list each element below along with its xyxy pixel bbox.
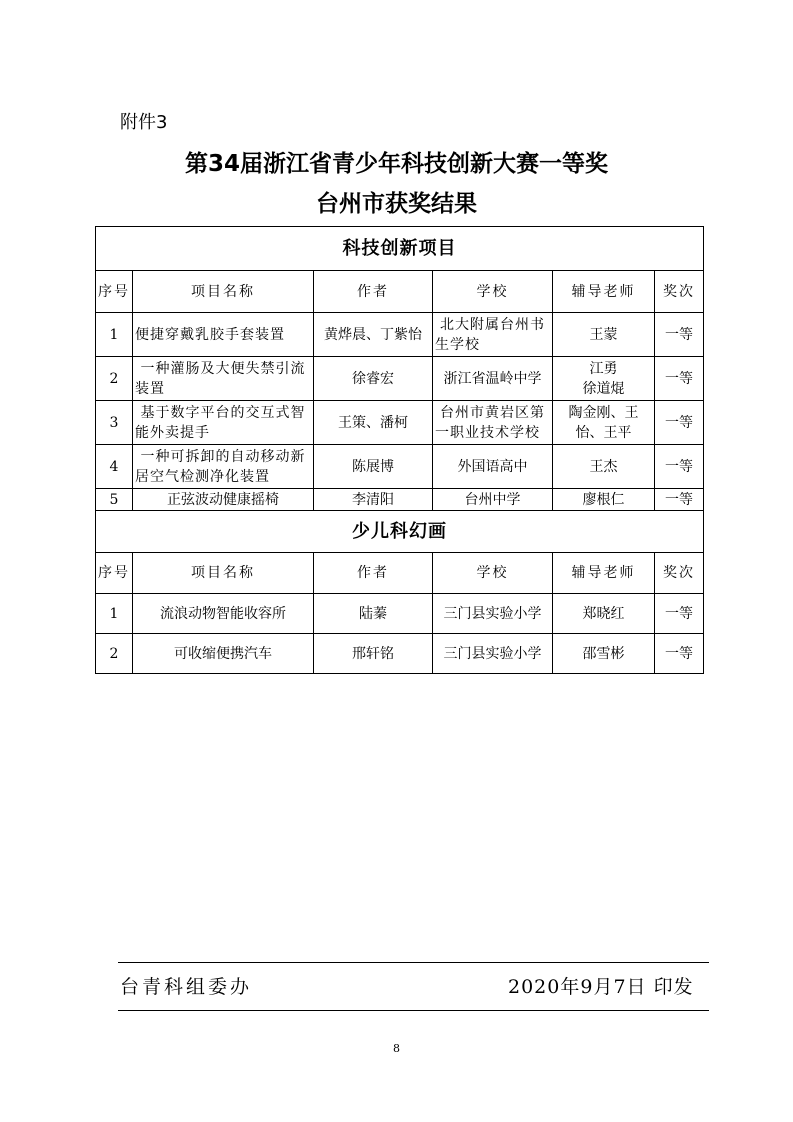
cell-advisor: 江勇 徐道焜	[553, 357, 655, 401]
cell-award: 一等	[655, 401, 704, 445]
table-row	[96, 401, 704, 445]
footer-bottom-rule	[118, 1010, 709, 1011]
cell-authors: 陈展博	[314, 445, 433, 489]
cell-authors: 王策、潘柯	[314, 401, 433, 445]
cell-project: 正弦波动健康摇椅	[133, 489, 314, 511]
cell-school: 台州中学	[433, 489, 553, 511]
cell-project: 可收缩便携汽车	[133, 634, 314, 674]
page-number: 8	[393, 1042, 400, 1055]
cell-school: 外国语高中	[433, 445, 553, 489]
table-row	[96, 313, 704, 357]
cell-award: 一等	[655, 634, 704, 674]
footer-issue-date: 2020年9月7日 印发	[508, 976, 694, 998]
section-heading-tech: 科技创新项目	[96, 227, 704, 271]
section-heading-painting: 少儿科幻画	[96, 511, 704, 553]
cell-school: 浙江省温岭中学	[433, 357, 553, 401]
cell-award: 一等	[655, 445, 704, 489]
document-title: 第34届浙江省青少年科技创新大赛一等奖	[184, 151, 608, 177]
column-header: 奖次	[655, 553, 704, 594]
attachment-label: 附件3	[120, 112, 168, 133]
cell-no: 1	[96, 594, 133, 634]
cell-project: 便捷穿戴乳胶手套装置	[133, 313, 314, 357]
column-header: 辅导老师	[553, 553, 655, 594]
column-header: 辅导老师	[553, 271, 655, 313]
table-row	[96, 357, 704, 401]
document-subtitle: 台州市获奖结果	[316, 191, 477, 217]
cell-project: 基于数字平台的交互式智能外卖提手	[133, 401, 314, 445]
cell-advisor: 陶金刚、王怡、王平	[553, 401, 655, 445]
column-header: 奖次	[655, 271, 704, 313]
column-header: 作者	[314, 271, 433, 313]
cell-no: 1	[96, 313, 133, 357]
table-row	[96, 489, 704, 511]
awards-table	[95, 226, 704, 674]
cell-award: 一等	[655, 313, 704, 357]
cell-project: 一种灌肠及大便失禁引流装置	[133, 357, 314, 401]
column-header: 学校	[433, 271, 553, 313]
table-header-row	[96, 271, 704, 313]
cell-no: 5	[96, 489, 133, 511]
cell-project: 流浪动物智能收容所	[133, 594, 314, 634]
cell-no: 3	[96, 401, 133, 445]
table-row	[96, 634, 704, 674]
cell-advisor: 王杰	[553, 445, 655, 489]
cell-award: 一等	[655, 357, 704, 401]
cell-no: 4	[96, 445, 133, 489]
cell-advisor: 邵雪彬	[553, 634, 655, 674]
table-row	[96, 445, 704, 489]
cell-school: 三门县实验小学	[433, 594, 553, 634]
cell-authors: 黄烨晨、丁紫怡	[314, 313, 433, 357]
cell-no: 2	[96, 357, 133, 401]
cell-award: 一等	[655, 489, 704, 511]
column-header: 项目名称	[133, 553, 314, 594]
cell-advisor: 王蒙	[553, 313, 655, 357]
table-header-row	[96, 553, 704, 594]
footer-top-rule	[118, 962, 709, 963]
cell-school: 三门县实验小学	[433, 634, 553, 674]
table-row	[96, 594, 704, 634]
column-header: 学校	[433, 553, 553, 594]
column-header: 序号	[96, 553, 133, 594]
cell-authors: 李清阳	[314, 489, 433, 511]
cell-no: 2	[96, 634, 133, 674]
column-header: 项目名称	[133, 271, 314, 313]
cell-school: 北大附属台州书生学校	[433, 313, 553, 357]
column-header: 序号	[96, 271, 133, 313]
cell-award: 一等	[655, 594, 704, 634]
cell-authors: 邢轩铭	[314, 634, 433, 674]
cell-project: 一种可拆卸的自动移动新居空气检测净化装置	[133, 445, 314, 489]
column-header: 作者	[314, 553, 433, 594]
cell-advisor: 廖根仁	[553, 489, 655, 511]
cell-advisor: 郑晓红	[553, 594, 655, 634]
cell-authors: 陆蓁	[314, 594, 433, 634]
footer-issuer: 台青科组委办	[120, 976, 253, 998]
cell-authors: 徐睿宏	[314, 357, 433, 401]
cell-school: 台州市黄岩区第一职业技术学校	[433, 401, 553, 445]
